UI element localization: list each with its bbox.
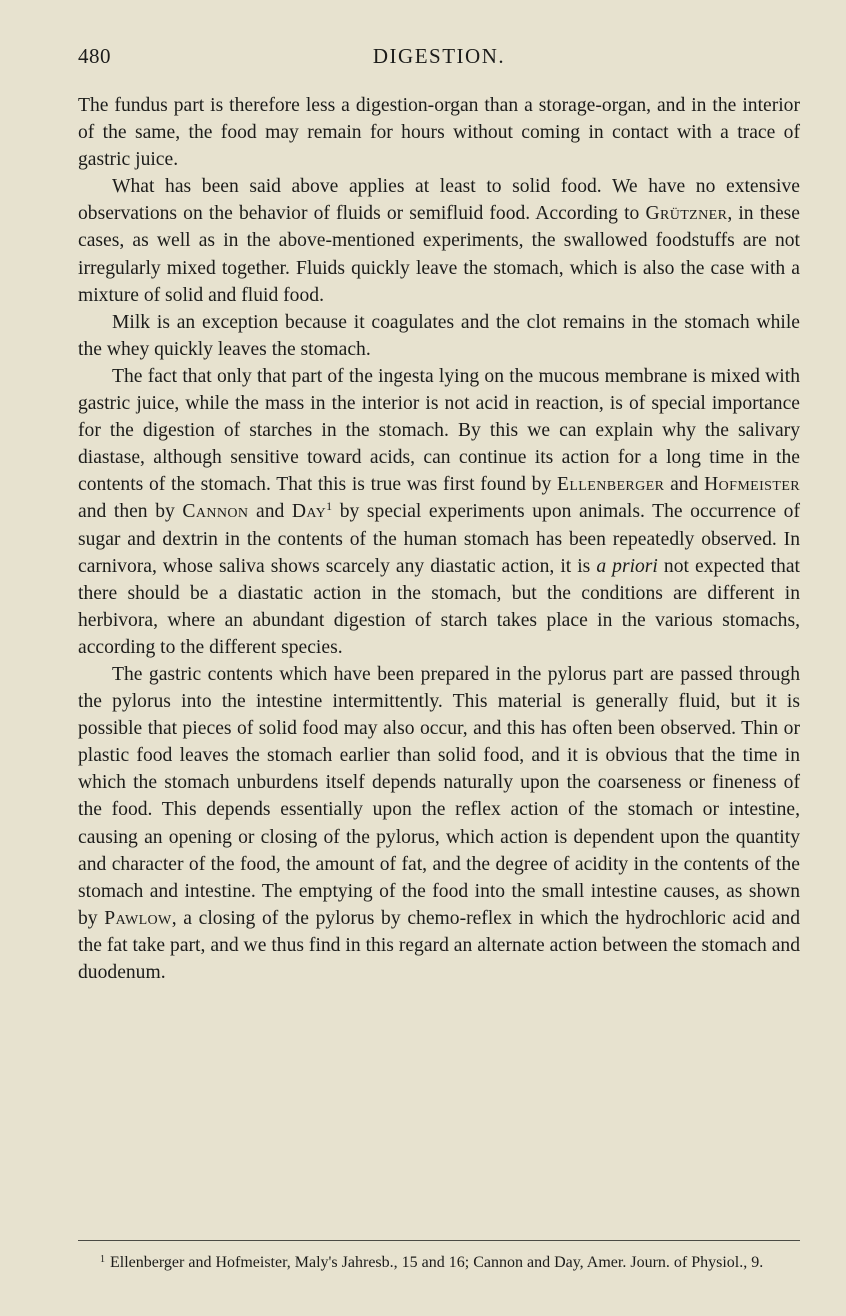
paragraph-starch-digestion: [78, 363, 800, 661]
footnote-reference[interactable]: 1: [326, 499, 333, 514]
paragraph-text: and then by: [78, 501, 183, 523]
paragraph-text: and: [248, 501, 292, 523]
footnote-marker: 1: [100, 1254, 105, 1265]
footnote-text: Ellenberger and Hofmeister, Maly's Jahresb., 15 and 16; Cannon and Day, Amer. Journ. of Physiol., 9.: [110, 1254, 764, 1271]
paragraph-text: , a closing of the pylorus by chemo-reflex in which the hydrochloric acid and the fat take part, and we thus find in this regard an alternate action between the stomach and duodenum.: [78, 907, 801, 983]
paragraph-text: Milk is an exception because it coagulates and the clot remains in the stomach while the whey quickly leaves the stomach.: [78, 311, 800, 360]
body-text: [78, 92, 800, 986]
paragraph-text: , in these cases, as well as in the above-mentioned experiments, the swallowed foodstuffs are not irregularly mixed together. Fluids quickly leave the stomach, which is also the case with a mixture of solid and fluid food.: [78, 203, 800, 306]
paragraph-milk: [78, 309, 800, 363]
author-name: Grützner: [645, 203, 728, 225]
author-name: Cannon: [182, 501, 249, 523]
paragraph-text: by special experiments upon animals. The occurrence of sugar and dextrin in the contents of the human stomach has been repeatedly observed. In carnivora, whose saliva shows scarcely any diastatic action, it is: [78, 501, 800, 577]
paragraph-text: The fundus part is therefore less a digestion-organ than a storage-organ, and in the interior of the same, the food may remain for hours without coming in contact with a trace of gastric juice.: [78, 95, 800, 171]
page-number: 480: [78, 44, 111, 68]
running-title: DIGESTION.: [372, 44, 506, 68]
paragraph-text: and: [664, 474, 705, 496]
running-head: [78, 44, 800, 80]
author-name: Pawlow: [104, 907, 172, 929]
paragraph-text: The fact that only that part of the ingesta lying on the mucous membrane is mixed with gastric juice, while the mass in the interior is not acid in reaction, is of special importance for the digestion of starches in the stomach. By this we can explain why the salivary diastase, although sensitive toward acids, can continue its action for a long time in the contents of the stomach. That this is true was first found by: [78, 365, 800, 496]
author-name: Day: [291, 501, 327, 523]
paragraph-text: The gastric contents which have been prepared in the pylorus part are passed through the pylorus into the intestine intermittently. This material is generally fluid, but it is possible that pieces of solid food may also occur, and this has often been observed. Thin or plastic food leaves the stomach earlier than solid food, and it is obvious that the time in which the stomach unburdens itself depends naturally upon the coarseness or fineness of the food. This depends essentially upon the reflex action of the stomach or intestine, causing an opening or closing of the pylorus, which action is dependent upon the quantity and character of the food, the amount of fat, and the degree of acidity in the contents of the stomach and intestine. The emptying of the food into the small intestine causes, as shown by: [78, 663, 800, 929]
paragraph-text: not expected that there should be a diastatic action in the stomach, but the conditions are different in herbivora, where an abundant digestion of starch takes place in the various stomachs, according to the different species.: [78, 555, 800, 658]
italic-phrase: a priori: [596, 555, 658, 577]
paragraph-pylorus: [78, 661, 800, 986]
paragraph-text: What has been said above applies at least to solid food. We have no extensive observations on the behavior of fluids or semifluid food. According to: [78, 176, 800, 225]
author-name: Hofmeister: [704, 474, 801, 496]
footnote: [78, 1251, 800, 1274]
author-name: Ellenberger: [556, 474, 665, 496]
paragraph-fundus: [78, 92, 800, 173]
footnote-divider: [78, 1240, 800, 1241]
paragraph-solid-food: [78, 173, 800, 308]
